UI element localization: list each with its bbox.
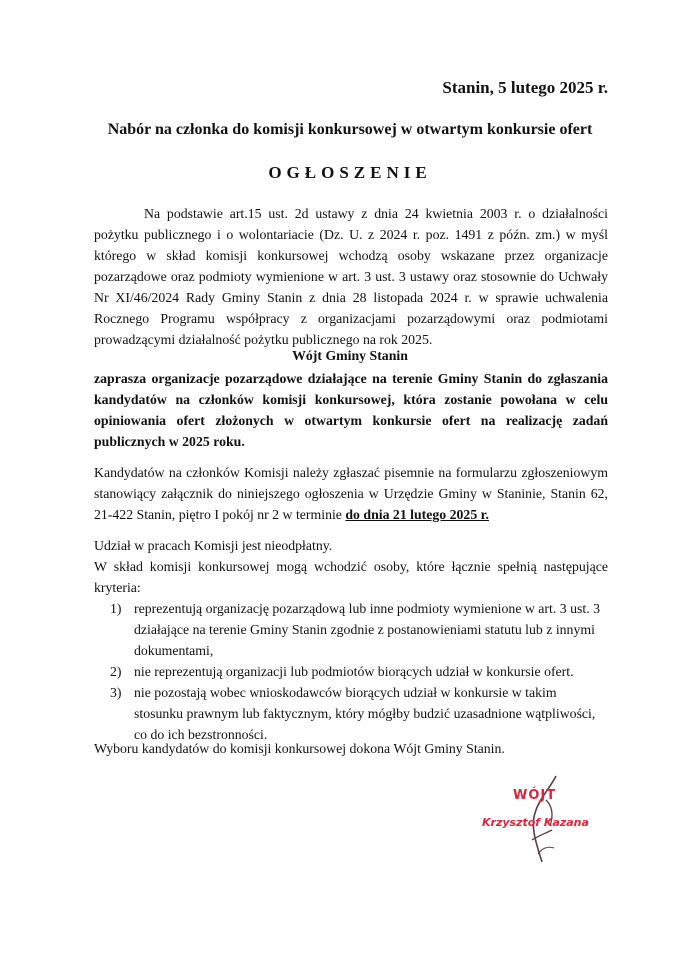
document-subject: Nabór na członka do komisji konkursowej w otwartym konkursie ofert [107, 121, 593, 138]
criteria-text: nie pozostają wobec wnioskodawców biorących udział w konkursie w takim stosunku prawnym lub faktycznym, który mógłby budzić uzasadnione wątpliwości, co do ich bezstronności. [134, 685, 596, 742]
document-date: Stanin, 5 lutego 2025 r. [442, 78, 608, 97]
criteria-text: reprezentują organizację pozarządową lub inne podmioty wymienione w art. 3 ust. 3 działające na terenie Gminy Stanin zgodnie z postanowieniami statutu lub z innymi dokumentami, [134, 601, 600, 658]
submission-text: Kandydatów na członków Komisji należy zgłaszać pisemnie na formularzu zgłoszeniowym stanowiący załącznik do niniejszego ogłoszenia w Urzędzie Gminy w Staninie, Stanin 62, 21-422 Stanin, piętro I pokój nr 2 w terminie [94, 465, 608, 522]
submission-paragraph [94, 462, 608, 525]
criteria-item [110, 661, 608, 682]
criteria-number: 2) [110, 664, 122, 679]
criteria-list [110, 598, 608, 745]
invitation-title: Wójt Gminy Stanin [292, 348, 408, 363]
document-heading: OGŁOSZENIE [268, 163, 432, 182]
deadline-text: do dnia 21 lutego 2025 r. [345, 507, 489, 522]
criteria-intro-paragraph: W skład komisji konkursowej mogą wchodzić osoby, które łącznie spełnią następujące kryteria: [94, 559, 608, 595]
criteria-item [110, 682, 608, 745]
invitation-paragraph: zaprasza organizacje pozarządowe działające na terenie Gminy Stanin do zgłaszania kandydatów na członków komisji konkursowej, która zostanie powołana w celu opiniowania ofert złożonych w otwartym konkursie ofert na realizację zadań publicznych w 2025 roku. [94, 371, 608, 449]
signature-title: WÓJT [513, 788, 557, 803]
legal-basis-paragraph: Na podstawie art.15 ust. 2d ustawy z dnia 24 kwietnia 2003 r. o działalności pożytku publicznego i o wolontariacie (Dz. U. z 2024 r. poz. 1491 z późn. zm.) w myśl którego w skład komisji konkursowej wchodzą osoby wskazane przez organizacje pozarządowe oraz podmioty wymienione w art. 3 ust. 3 ustawy oraz stosownie do Uchwały Nr XI/46/2024 Rady Gminy Stanin z dnia 28 listopada 2024 r. w sprawie uchwalenia Rocznego Programu współpracy z organizacjami pozarządowymi oraz podmiotami prowadzącymi działalność pożytku publicznego na rok 2025. [94, 206, 608, 347]
criteria-item [110, 598, 608, 661]
signature-stamp [480, 770, 610, 870]
criteria-number: 3) [110, 685, 122, 700]
signature-name: Krzysztof Kazana [482, 816, 589, 829]
selection-paragraph: Wyboru kandydatów do komisji konkursowej dokona Wójt Gminy Stanin. [94, 741, 505, 756]
criteria-text: nie reprezentują organizacji lub podmiotów biorących udział w konkursie ofert. [134, 664, 574, 679]
criteria-number: 1) [110, 601, 122, 616]
unpaid-note-paragraph: Udział w pracach Komisji jest nieodpłatny. [94, 538, 333, 553]
